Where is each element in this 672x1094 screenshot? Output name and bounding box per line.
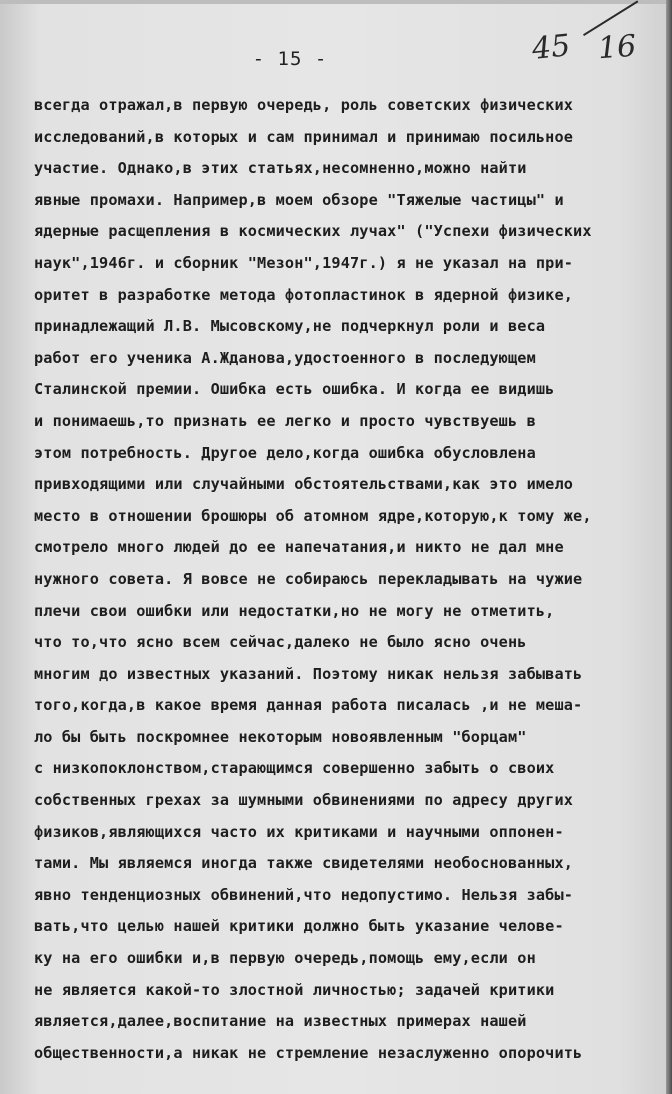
text-line: наук",1946г. и сборник "Мезон",1947г.) я не указал на при- — [34, 253, 574, 272]
text-line: собственных грехах за шумными обвинениями по адресу других — [34, 791, 574, 810]
text-line: ядерные расщепления в космических лучах" ("Успехи физических — [34, 222, 592, 241]
text-line: исследований,в которых и сам принимал и принимаю посильное — [34, 127, 574, 146]
body-text — [34, 90, 668, 1069]
page-number: - 15 - — [252, 48, 328, 70]
text-line: нужного совета. Я вовсе не собираюсь перекладывать на чужие — [34, 569, 583, 588]
text-line: место в отношении брошюры об атомном ядре,которую,к тому же, — [34, 506, 592, 525]
text-line: работ его ученика А.Жданова,удостоенного в последующем — [34, 348, 536, 367]
text-line: этом потребность. Другое дело,когда ошибка обусловлена — [34, 443, 536, 462]
text-line: всегда отражал,в первую очередь, роль советских физических — [34, 96, 574, 114]
text-line: является,далее,воспитание на известных примерах нашей — [34, 1012, 527, 1031]
handwritten-number: 45 — [530, 28, 572, 67]
text-line: физиков,являющихся часто их критиками и научными оппонен- — [34, 822, 564, 841]
text-line: явно тенденциозных обвинений,что недопустимо. Нельзя забы- — [34, 885, 574, 904]
text-line: явные промахи. Например,в моем обзоре "Тяжелые частицы" и — [34, 190, 564, 209]
text-line: ку на его ошибки и,в первую очередь,помощь ему,если он — [34, 949, 536, 968]
text-line: вать,что целью нашей критики должно быть указание челове- — [34, 917, 564, 936]
text-line: того,когда,в какое время данная работа писалась ,и не меша- — [34, 696, 583, 715]
text-line: ло бы быть поскромнее некоторым новоявленным "борцам" — [34, 727, 527, 746]
text-line: что то,что ясно всем сейчас,далеко не было ясно очень — [34, 633, 527, 652]
text-line: Сталинской премии. Ошибка есть ошибка. И когда ее видишь — [34, 380, 555, 399]
handwritten-folio-number — [532, 30, 636, 65]
text-line: тами. Мы являемся иногда также свидетелями необоснованных, — [34, 854, 574, 873]
text-line: принадлежащий Л.В. Мысовскому,не подчеркнул роли и веса — [34, 317, 546, 336]
text-line: и понимаешь,то признать ее легко и просто чувствуешь в — [34, 411, 536, 430]
text-line: оритет в разработке метода фотопластинок в ядерной физике, — [34, 285, 574, 304]
text-line: привходящими или случайными обстоятельствами,как это имело — [34, 475, 574, 494]
text-line: многим до известных указаний. Поэтому никак нельзя забывать — [34, 664, 583, 683]
text-line: участие. Однако,в этих статьях,несомненно,можно найти — [34, 159, 527, 178]
page-top-edge — [0, 0, 672, 4]
text-line: общественности,а никак не стремление незаслуженно опорочить — [34, 1043, 583, 1062]
handwritten-struck-number: 16 — [597, 29, 638, 67]
text-line: с низкопоклонством,старающимся совершенно забыть о своих — [34, 759, 555, 778]
text-line: не является какой-то злостной личностью; задачей критики — [34, 980, 555, 999]
text-line: плечи свои ошибки или недостатки,но не могу не отметить, — [34, 601, 555, 620]
text-line: смотрело много людей до ее напечатания,и никто не дал мне — [34, 538, 564, 557]
